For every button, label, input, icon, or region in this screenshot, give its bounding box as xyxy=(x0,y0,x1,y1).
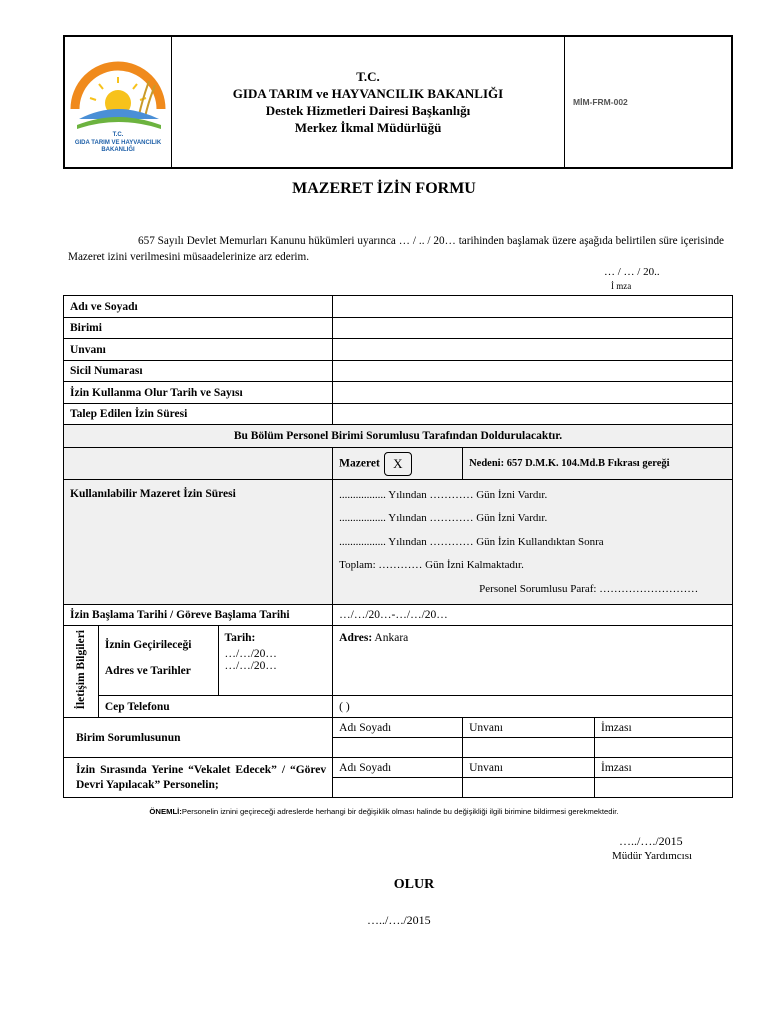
date-value-1[interactable]: …/…/20… xyxy=(224,648,277,660)
unit-manager-title-field[interactable] xyxy=(463,738,595,758)
date-label: Tarih: xyxy=(224,632,256,644)
header-line-3: Destek Hizmetleri Dairesi Başkanlığı xyxy=(265,103,471,118)
unit-manager-col-signature: İmzası xyxy=(595,718,733,738)
contact-vertical-label: İletişim Bilgileri xyxy=(74,630,87,710)
proxy-col-title: Unvanı xyxy=(463,758,595,778)
approval-field[interactable] xyxy=(333,382,733,404)
unit-manager-signature-field[interactable] xyxy=(595,738,733,758)
contact-vertical-cell xyxy=(64,626,99,718)
title-field[interactable] xyxy=(333,339,733,361)
logo-text-1: T.C. xyxy=(112,132,124,138)
row-label-registry: Sicil Numarası xyxy=(64,361,333,382)
unit-manager-name-field[interactable] xyxy=(333,738,463,758)
reason-text: Nedeni: 657 D.M.K. 104.Md.B Fıkrası gereği xyxy=(463,448,733,480)
mobile-label: Cep Telefonu xyxy=(98,696,332,718)
gecirilecegi-text: İznin Geçirileceği xyxy=(104,639,192,651)
adres-tarihler-text: Adres ve Tarihler xyxy=(104,665,191,677)
mazeret-blank-cell xyxy=(64,448,333,480)
header-line-4: Merkez İkmal Müdürlüğü xyxy=(294,120,442,135)
start-date-label: İzin Başlama Tarihi / Göreve Başlama Tarihi xyxy=(64,605,333,626)
proxy-col-signature: İmzası xyxy=(595,758,733,778)
logo-text-2: GIDA TARIM VE HAYVANCILIK xyxy=(74,140,162,146)
address-cell[interactable] xyxy=(333,626,733,696)
intro-paragraph: 657 Sayılı Devlet Memurları Kanunu hükümleri uyarınca … / .. / 20… tarihinden başlamak üzere aşağıda belirtilen süre içerisinde Mazeret izini verilmesini müsaadelerinize arz ederim. xyxy=(68,235,724,263)
available-line-5: Personel Sorumlusu Paraf: ……………………… xyxy=(479,582,699,595)
proxy-name-field[interactable] xyxy=(333,778,463,798)
row-label-title: Unvanı xyxy=(64,339,333,361)
available-leave-label: Kullanılabilir Mazeret İzin Süresi xyxy=(64,480,333,605)
unit-manager-col-title: Unvanı xyxy=(463,718,595,738)
mobile-value[interactable]: ( ) xyxy=(333,696,733,718)
date-cell xyxy=(218,626,333,696)
proxy-signature-field[interactable] xyxy=(595,778,733,798)
available-leave-cell xyxy=(333,480,733,605)
name-field[interactable] xyxy=(333,296,733,318)
address-value: Ankara xyxy=(374,632,409,644)
header-line-2: GIDA TARIM ve HAYVANCILIK BAKANLIĞI xyxy=(232,86,504,101)
start-date-value[interactable]: …/…/20…-…/…/20… xyxy=(333,605,733,626)
section-heading: Bu Bölüm Personel Birimi Sorumlusu Tarafından Doldurulacaktır. xyxy=(64,425,733,448)
address-label: Adres: xyxy=(339,632,373,644)
note-bold: ÖNEMLİ: xyxy=(149,807,182,816)
mazeret-label: Mazeret xyxy=(339,457,380,470)
available-line-4: Toplam: ………… Gün İzni Kalmaktadır. xyxy=(339,559,524,572)
top-imza: İ mza xyxy=(611,281,632,291)
form-title: MAZERET İZİN FORMU xyxy=(292,180,476,197)
signature-date: …../…./2015 xyxy=(619,834,683,848)
row-label-approval: İzin Kullanma Olur Tarih ve Sayısı xyxy=(64,382,333,404)
address-dates-label xyxy=(98,626,218,696)
proxy-title-field[interactable] xyxy=(463,778,595,798)
proxy-col-name: Adı Soyadı xyxy=(333,758,463,778)
olur-date: …../…./2015 xyxy=(367,913,431,927)
important-note xyxy=(0,807,768,816)
available-line-1: ................. Yılından ………… Gün İzni Vardır. xyxy=(339,489,548,501)
available-line-3: ................. Yılından ………… Gün İzin Kullandıktan Sonra xyxy=(339,535,604,548)
leave-form-table xyxy=(63,295,733,798)
proxy-label: İzin Sırasında Yerine “Vekalet Edecek” / “Görev Devri Yapılacak” Personelin; xyxy=(64,758,333,798)
unit-manager-col-name: Adı Soyadı xyxy=(333,718,463,738)
logo-text-3: BAKANLIĞI xyxy=(101,147,135,153)
mazeret-cell xyxy=(333,448,463,480)
header-title-cell xyxy=(172,36,565,168)
note-text: Personelin iznini geçireceği adreslerde herhangi bir değişiklik olması halinde bu değişikliği ilgili birimine bildirmesi gerekmektedir. xyxy=(181,807,619,816)
top-date: … / … / 20.. xyxy=(604,266,660,278)
row-label-name: Adı ve Soyadı xyxy=(64,296,333,318)
unit-field[interactable] xyxy=(333,318,733,339)
form-header xyxy=(63,35,733,169)
header-line-1: T.C. xyxy=(356,69,380,84)
row-label-unit: Birimi xyxy=(64,318,333,339)
available-line-2: ................. Yılından ………… Gün İzni Vardır. xyxy=(339,512,548,525)
olur-heading: OLUR xyxy=(393,877,435,892)
row-label-requested: Talep Edilen İzin Süresi xyxy=(64,404,333,425)
mazeret-checkbox[interactable]: X xyxy=(384,452,412,476)
logo-cell xyxy=(64,36,172,168)
unit-manager-label: Birim Sorumlusunun xyxy=(64,718,333,758)
requested-field[interactable] xyxy=(333,404,733,425)
date-value-2[interactable]: …/…/20… xyxy=(224,660,277,672)
ministry-logo xyxy=(65,37,171,162)
signature-title: Müdür Yardımcısı xyxy=(612,850,693,862)
registry-field[interactable] xyxy=(333,361,733,382)
form-code: MİM-FRM-002 xyxy=(565,36,733,168)
